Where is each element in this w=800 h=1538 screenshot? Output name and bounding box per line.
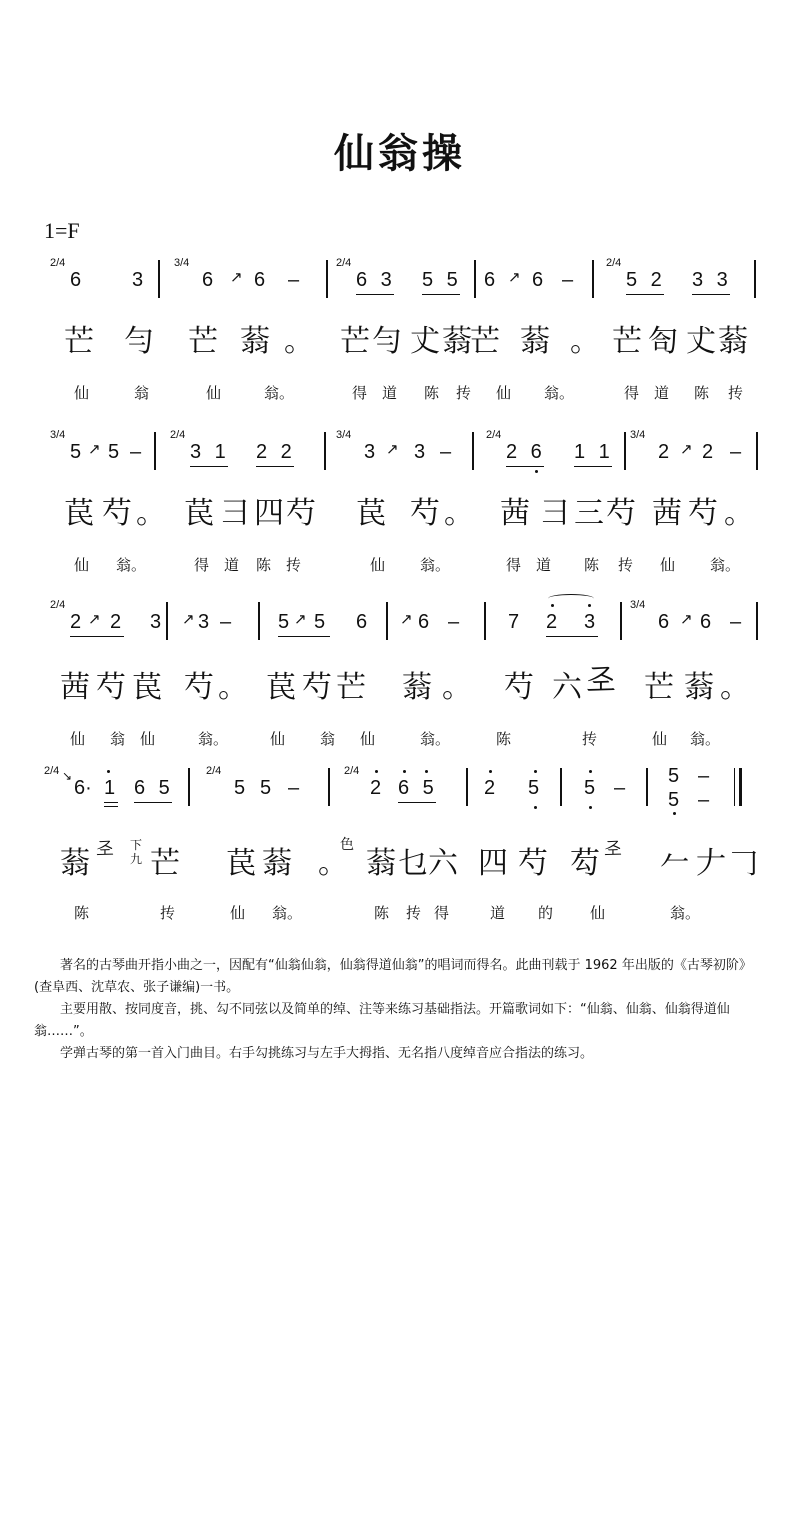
lyric: 得 [434,904,450,922]
lyrics-row [30,728,770,748]
octave-dot [534,806,537,809]
note: 3 [364,441,376,463]
notation-staff [30,600,770,650]
note-paragraph: 著名的古琴曲开指小曲之一，因配有“仙翁仙翁，仙翁得道仙翁”的唱词而得名。此曲刊载于 1962 年出版的《古琴初阶》(查阜西、沈草农、张子谦编)一书。 [34,958,752,995]
tablature-glyph: 芒勻 [340,324,404,359]
underline [256,466,294,467]
octave-dot [589,806,592,809]
note: 3 [150,611,162,633]
note-pair: 3 1 [190,441,230,463]
note-pair: 1 1 [574,441,614,463]
octave-dot [588,604,591,607]
barline [324,432,326,470]
tablature-glyph: 。 [318,846,350,881]
barline [756,602,758,640]
underline [70,636,124,637]
notation-staff [30,430,770,480]
note: 2 [702,441,714,463]
note: 2 [484,777,496,799]
tablature-glyph: 。 [442,670,474,705]
note: 6 [356,611,368,633]
time-signature: 2/4 [50,599,66,611]
tablature-glyph: 苠 [226,846,258,881]
lyric: 翁 [320,730,336,748]
tablature-glyph: 苠 [132,670,164,705]
lyric: 翁。 [690,730,721,748]
note: 6 [418,611,430,633]
barline [188,768,190,806]
barline [386,602,388,640]
lyric: 仙 [590,904,606,922]
octave-dot [403,770,406,773]
note: 3 [414,441,426,463]
octave-dot [673,812,676,815]
lyric: 抟 [160,904,176,922]
tablature-glyph: 苠 [266,670,298,705]
octave-dot [551,604,554,607]
lyric: 的 [538,904,554,922]
lyric: 陈 [374,904,390,922]
lyric: 仙 [270,730,286,748]
barline [166,602,168,640]
slide-arrow-icon: ↗ [88,610,101,628]
tablature-glyph: 芍 [302,670,334,705]
dash: – [698,765,710,787]
lyrics-row [30,382,770,402]
tablature-glyph: 芒 [470,324,502,359]
tablature-glyph: 匌 [648,324,680,359]
lyric: 得 [194,556,210,574]
slur [548,594,594,603]
tablature-glyph: 𠂇 [696,846,728,881]
lyric: 翁。 [264,384,295,402]
tablature-glyph: 三芍 [574,496,638,531]
time-signature: 3/4 [336,429,352,441]
note-paragraph: 学弹古琴的第一首入门曲目。右手勾挑练习与左手大拇指、无名指八度绰音应合指法的练习。 [60,1046,594,1061]
tablature-glyph: 蓊 [240,324,272,359]
barline [326,260,328,298]
tablature-glyph: 芍 [410,496,442,531]
dash: – [562,269,574,291]
tablature-glyph: 𠃌 [728,846,760,881]
underline [422,294,460,295]
lyric: 翁。 [420,730,451,748]
barline [560,768,562,806]
tablature-glyph: 𢀖 [96,838,116,859]
lyric: 翁。 [544,384,575,402]
tablature-glyph: 茜 [652,496,684,531]
lyric: 仙 [360,730,376,748]
note: 5 [668,765,680,787]
tablature-glyph: 彐 [540,496,572,531]
lyric: 抟 [286,556,302,574]
slide-arrow-icon: ↗ [294,610,307,628]
lyric: 道 [490,904,506,922]
note: 2 [546,611,558,633]
slide-arrow-icon: ↗ [400,610,413,628]
tablature-row [30,488,770,531]
tablature-glyph: 六 [552,670,584,705]
lyric: 陈 [424,384,440,402]
note: 3 [132,269,144,291]
underline [278,636,330,637]
tablature-glyph: 乜 [398,846,430,881]
tablature-glyph: 𢀖 [586,662,618,697]
barline [620,602,622,640]
tablature-glyph: 四 [478,846,510,881]
tablature-glyph: 蓊 [60,846,92,881]
tablature-glyph: 𠀋蓊 [686,324,750,359]
underline [104,806,118,807]
tablature-glyph: 芒 [644,670,676,705]
tablature-glyph: 蓊 [402,670,434,705]
tablature-glyph: 芍 [504,670,536,705]
lyric: 陈 [496,730,512,748]
lyric: 翁。 [272,904,303,922]
lyric: 仙 [496,384,512,402]
underline [356,294,394,295]
lyric: 仙 [74,556,90,574]
lyric: 陈 [584,556,600,574]
note-pair: 2 2 [256,441,296,463]
tablature-glyph: 芍 [518,846,550,881]
tablature-glyph: 四芍 [254,496,318,531]
note: 5 [314,611,326,633]
slide-arrow-icon: ↗ [680,610,693,628]
note-pair: 2 6 [506,441,546,463]
tablature-glyph: 蓊 [262,846,294,881]
underline [398,802,436,803]
tablature-glyph: 𠂉 [660,846,692,881]
slide-down-arrow-icon: ↘ [62,769,73,783]
tablature-glyph: 芒 [188,324,220,359]
note: 5 [260,777,272,799]
lyric: 道 [654,384,670,402]
lyrics-row [30,902,770,922]
note: 6 [532,269,544,291]
tablature-glyph: 。 [136,496,168,531]
lyric: 仙 [660,556,676,574]
tablature-row [30,837,770,881]
tablature-glyph: 苠 [64,496,96,531]
tablature-row [30,662,770,705]
lyric: 得 [624,384,640,402]
barline [624,432,626,470]
note: 6 [658,611,670,633]
tablature-glyph: 。 [720,670,752,705]
lyric: 翁。 [710,556,741,574]
lyric: 仙 [140,730,156,748]
note: 6 [484,269,496,291]
barline [754,260,756,298]
note: 6 [700,611,712,633]
note-pair: 6 5 [134,777,174,799]
tablature-glyph: 𢀖 [604,838,624,859]
lyric: 仙 [70,730,86,748]
note: 5 [278,611,290,633]
barline [484,602,486,640]
tablature-glyph: 蓊 [366,846,398,881]
dash: – [288,269,300,291]
time-signature: 2/4 [486,429,502,441]
octave-dot [589,770,592,773]
time-signature: 2/4 [206,765,222,777]
tablature-glyph: 芍 [102,496,134,531]
octave-dot [375,770,378,773]
tablature-glyph: 芍 [96,670,128,705]
tablature-glyph: 芍 [688,496,720,531]
key-signature: 1=F [44,218,80,243]
note: 5 [70,441,82,463]
lyric: 陈 [256,556,272,574]
note: 6 [202,269,214,291]
lyric: 得 [506,556,522,574]
note-pair: 5 2 [626,269,666,291]
time-signature: 3/4 [174,257,190,269]
underline [506,466,544,467]
tablature-glyph: 蓊 [684,670,716,705]
slide-arrow-icon: ↗ [230,268,243,286]
lyric: 道 [382,384,398,402]
note: 2 [370,777,382,799]
tablature-glyph: 。 [570,324,602,359]
barline [646,768,648,806]
slide-arrow-icon: ↗ [386,440,399,458]
time-signature: 3/4 [50,429,66,441]
slide-arrow-icon: ↗ [88,440,101,458]
barline [328,768,330,806]
barline [158,260,160,298]
time-signature: 2/4 [170,429,186,441]
octave-dot [535,470,538,473]
tablature-glyph: 芒 [64,324,96,359]
note: 5 [528,777,540,799]
note: 5 [668,789,680,811]
tablature-glyph: 下九 [130,838,145,866]
underline [104,802,118,803]
note: 6 [254,269,266,291]
note-pair: 5 5 [422,269,462,291]
note: 7 [508,611,520,633]
lyric: 仙 [74,384,90,402]
lyric: 仙 [652,730,668,748]
note: 3 [584,611,596,633]
tablature-glyph: 芒 [612,324,644,359]
octave-dot [425,770,428,773]
dash: – [440,441,452,463]
note: 5 [234,777,246,799]
tablature-glyph: 𠀋蓊 [410,324,474,359]
dash: – [730,441,742,463]
lyric: 仙 [370,556,386,574]
lyric: 翁。 [198,730,229,748]
note: 2 [110,611,122,633]
underline [574,466,612,467]
description-notes [34,955,762,1065]
time-signature: 2/4 [44,765,60,777]
underline [692,294,730,295]
note: 5 [584,777,596,799]
lyric: 翁。 [670,904,701,922]
dash: – [288,777,300,799]
lyric: 翁 [134,384,150,402]
tablature-glyph: 六 [428,846,460,881]
time-signature: 2/4 [50,257,66,269]
dash: – [448,611,460,633]
dash: – [730,611,742,633]
tablature-glyph: 。 [724,496,756,531]
dash: – [614,777,626,799]
lyric: 道 [536,556,552,574]
time-signature: 3/4 [630,599,646,611]
lyric: 陈 [74,904,90,922]
lyric: 道 [224,556,240,574]
dash: – [698,789,710,811]
tablature-glyph: 。 [218,670,250,705]
note-pair: 6 3 [356,269,396,291]
note: 1 [104,777,116,799]
lyric: 翁 [110,730,126,748]
barline [474,260,476,298]
notation-staff [30,258,770,308]
underline [134,802,172,803]
lyric: 陈 [694,384,710,402]
time-signature: 2/4 [606,257,622,269]
dash: – [130,441,142,463]
tablature-row [30,316,770,359]
lyric: 抟 [406,904,422,922]
barline [472,432,474,470]
tablature-glyph: 苠 [356,496,388,531]
tablature-glyph: 芒 [150,846,182,881]
underline [190,466,228,467]
note-pair: 6 5 [398,777,438,799]
slide-arrow-icon: ↗ [508,268,521,286]
lyrics-row [30,554,770,574]
dash: – [220,611,232,633]
lyric: 抟 [456,384,472,402]
lyric: 翁。 [420,556,451,574]
barline [258,602,260,640]
tablature-glyph: 茜 [60,670,92,705]
barline [154,432,156,470]
slide-arrow-icon: ↗ [182,610,195,628]
tablature-glyph: 勻 [124,324,156,359]
barline [756,432,758,470]
tablature-glyph: 。 [444,496,476,531]
lyric: 翁。 [116,556,147,574]
octave-dot [489,770,492,773]
barline [466,768,468,806]
note: 2 [70,611,82,633]
tablature-glyph: 色 [340,837,356,853]
tablature-glyph: 蓊 [520,324,552,359]
octave-dot [534,770,537,773]
lyric: 仙 [206,384,222,402]
note: 2 [658,441,670,463]
tablature-glyph: 芶 [570,846,602,881]
lyric: 得 [352,384,368,402]
lyric: 抟 [582,730,598,748]
notation-staff [30,766,770,816]
note: 3 [198,611,210,633]
page-title: 仙翁操 [334,130,466,177]
tablature-glyph: 。 [284,324,316,359]
time-signature: 2/4 [336,257,352,269]
note: 5 [108,441,120,463]
underline [626,294,664,295]
tablature-glyph: 芍 [184,670,216,705]
tablature-glyph: 茜 [500,496,532,531]
note-pair: 3 3 [692,269,732,291]
underline [546,636,598,637]
barline [592,260,594,298]
time-signature: 2/4 [344,765,360,777]
lyric: 仙 [230,904,246,922]
final-double-barline [734,768,742,806]
octave-dot [107,770,110,773]
note-paragraph: 主要用散、按同度音，挑、勾不同弦以及简单的绰、注等来练习基础指法。开篇歌词如下：“仙翁、仙翁、仙翁得道仙翁……”。 [34,1002,730,1039]
tablature-glyph: 芒 [336,670,368,705]
tablature-glyph: 彐 [220,496,252,531]
slide-arrow-icon: ↗ [680,440,693,458]
lyric: 抟 [618,556,634,574]
tablature-glyph: 苠 [184,496,216,531]
note: 6· [74,777,92,799]
lyric: 抟 [728,384,744,402]
note: 6 [70,269,82,291]
time-signature: 3/4 [630,429,646,441]
